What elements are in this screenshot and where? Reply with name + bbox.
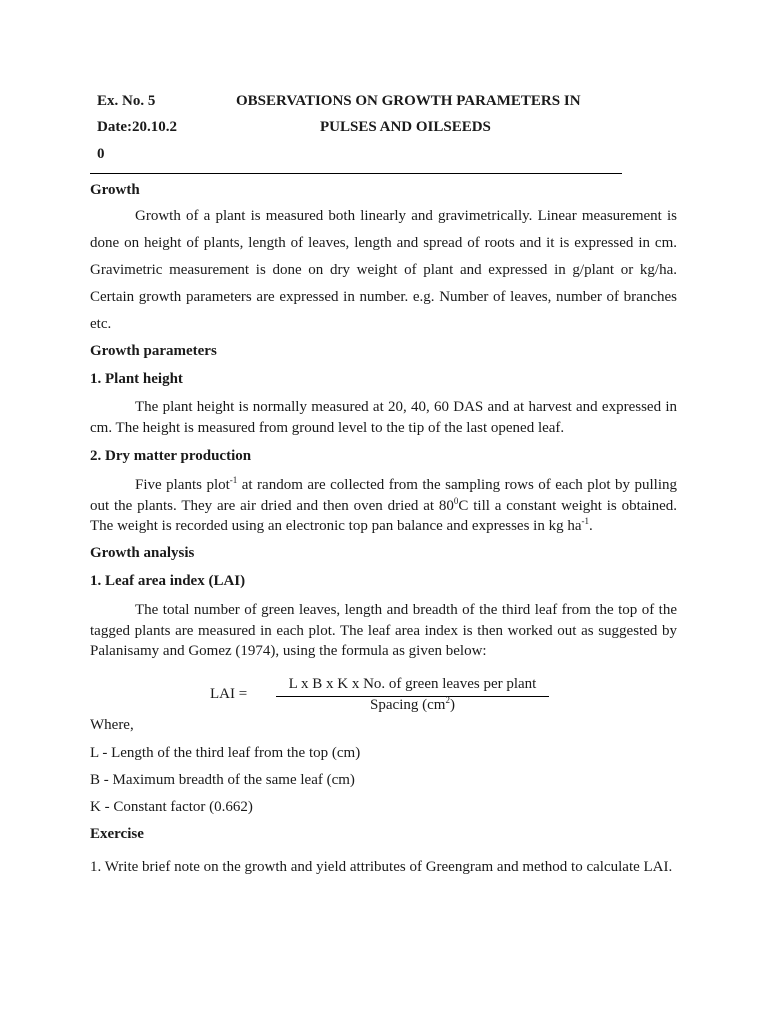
plant-height-paragraph: The plant height is normally measured at 20, 40, 60 DAS and at harvest and expressed in cm. The height is measured from ground level to the tip of the last opened leaf. [90, 399, 677, 436]
page-title-line-2: PULSES AND OILSEEDS [320, 119, 491, 135]
formula-lhs: LAI = [210, 686, 248, 702]
where-item-b: B - Maximum breadth of the same leaf (cm) [90, 772, 355, 788]
where-label: Where, [90, 717, 134, 733]
date-line-1: Date:20.10.2 [97, 119, 177, 135]
where-item-l: L - Length of the third leaf from the top (cm) [90, 745, 361, 761]
page-title-line-1: OBSERVATIONS ON GROWTH PARAMETERS IN [236, 93, 581, 109]
exercise-heading: Exercise [90, 826, 144, 842]
growth-paragraph: Growth of a plant is measured both linearly and gravimetrically. Linear measurement is done on height of plants, length of leaves, length and spread of roots and it is expressed in cm. Gravimetric measurement is done on dry weight of plant and expressed in g/plant or kg/ha. Certain growth parameters are expressed in number. e.g. Number of leaves, number of branches etc. [90, 208, 677, 332]
dry-matter-paragraph: Five plants plot$^{-1}$ at random are collected from the sampling rows of each plot by pulling out the plants. They are air dried and then oven dried at $80^0C$ till a constant weight is obtained. The weight is recorded using an electronic top pan balance and expresses in kg $ha^{-1}$. [90, 475, 677, 534]
growth-parameters-heading: Growth parameters [90, 343, 217, 359]
plant-height-heading: 1. Plant height [90, 371, 183, 387]
dry-matter-heading: 2. Dry matter production [90, 448, 252, 464]
lai-paragraph: The total number of green leaves, length and breadth of the third leaf from the top of the tagged plants are measured in each plot. The leaf area index is then worked out as suggested by Palanisamy and Gomez (1974), using the formula as given below: [90, 602, 677, 659]
date-line-2: 0 [97, 146, 105, 162]
formula-numerator: L x B x K x No. of green leaves per plant [288, 676, 537, 692]
growth-analysis-heading: Growth analysis [90, 545, 195, 561]
growth-heading: Growth [90, 182, 140, 198]
header-divider [90, 173, 622, 174]
formula-denominator: Spacing $(cm^2)$ [370, 695, 455, 713]
lai-heading: 1. Leaf area index (LAI) [90, 573, 246, 589]
where-item-k: K - Constant factor (0.662) [90, 799, 253, 815]
exercise-item: 1. Write brief note on the growth and yield attributes of Greengram and method to calculate LAI. [90, 859, 673, 875]
exercise-number: Ex. No. 5 [97, 93, 156, 109]
